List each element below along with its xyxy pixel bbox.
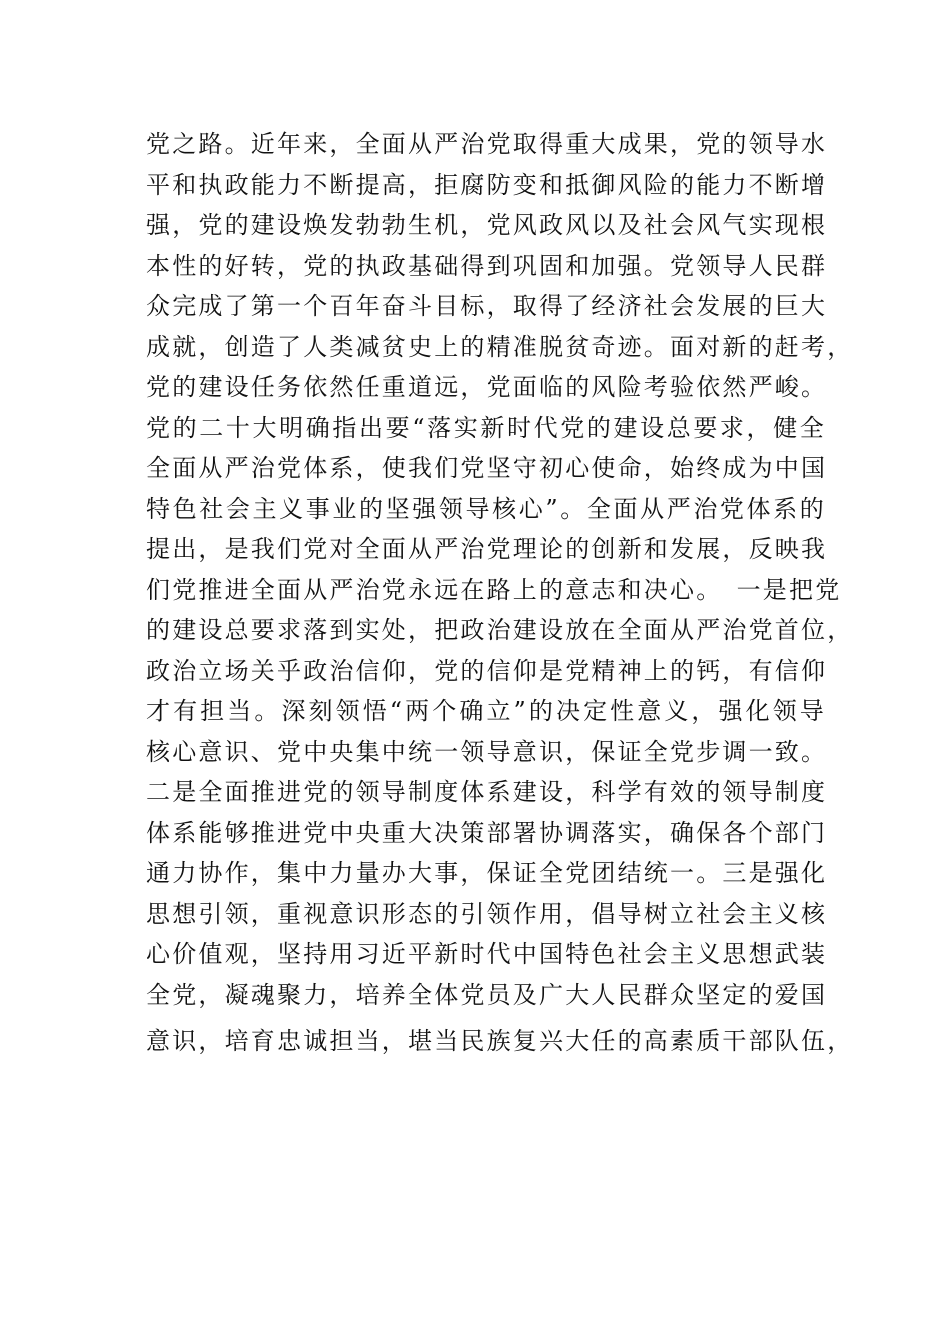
body-text bbox=[146, 124, 854, 1062]
text-line: 通力协作，集中力量办大事，保证全党团结统一。三是强化 bbox=[146, 859, 828, 887]
text-line: 提出，是我们党对全面从严治党理论的创新和发展，反映我 bbox=[146, 535, 828, 563]
text-line: 党的建设任务依然任重道远，党面临的风险考验依然严峻。 bbox=[146, 373, 828, 401]
text-line: 特色社会主义事业的坚强领导核心”。全面从严治党体系的 bbox=[146, 494, 826, 523]
text-line: 意识，培育忠诚担当，堪当民族复兴大任的高素质干部队伍， bbox=[146, 1027, 854, 1055]
text-line: 众完成了第一个百年奋斗目标，取得了经济社会发展的巨大 bbox=[146, 292, 828, 320]
text-line: 二是全面推进党的领导制度体系建设，科学有效的领导制度 bbox=[146, 778, 828, 806]
text-line: 平和执政能力不断提高，拒腐防变和抵御风险的能力不断增 bbox=[146, 170, 828, 199]
text-line: 心价值观，坚持用习近平新时代中国特色社会主义思想武装 bbox=[146, 940, 828, 968]
text-line: 党的二十大明确指出要“落实新时代党的建设总要求，健全 bbox=[146, 413, 826, 442]
text-line: 成就，创造了人类减贫史上的精准脱贫奇迹。面对新的赶考， bbox=[146, 332, 854, 361]
text-line: 的建设总要求落到实处，把政治建设放在全面从严治党首位， bbox=[146, 616, 854, 644]
text-line: 全党，凝魂聚力，培养全体党员及广大人民群众坚定的爱国 bbox=[146, 980, 828, 1009]
text-line: 党之路。近年来，全面从严治党取得重大成果，党的领导水 bbox=[146, 130, 828, 158]
text-line: 思想引领，重视意识形态的引领作用，倡导树立社会主义核 bbox=[146, 899, 828, 928]
text-line: 核心意识、党中央集中统一领导意识，保证全党步调一致。 bbox=[146, 737, 828, 766]
text-line: 强，党的建设焕发勃勃生机，党风政风以及社会风气实现根 bbox=[146, 211, 828, 239]
text-line: 政治立场关乎政治信仰，党的信仰是党精神上的钙，有信仰 bbox=[146, 656, 828, 685]
text-line: 们党推进全面从严治党永远在路上的意志和决心。 一是把党 bbox=[146, 575, 842, 604]
text-line: 体系能够推进党中央重大决策部署协调落实，确保各个部门 bbox=[146, 818, 828, 847]
text-line: 本性的好转，党的执政基础得到巩固和加强。党领导人民群 bbox=[146, 251, 828, 280]
text-line: 全面从严治党体系，使我们党坚守初心使命，始终成为中国 bbox=[146, 454, 828, 482]
text-line: 才有担当。深刻领悟“两个确立”的决定性意义，强化领导 bbox=[146, 697, 826, 725]
